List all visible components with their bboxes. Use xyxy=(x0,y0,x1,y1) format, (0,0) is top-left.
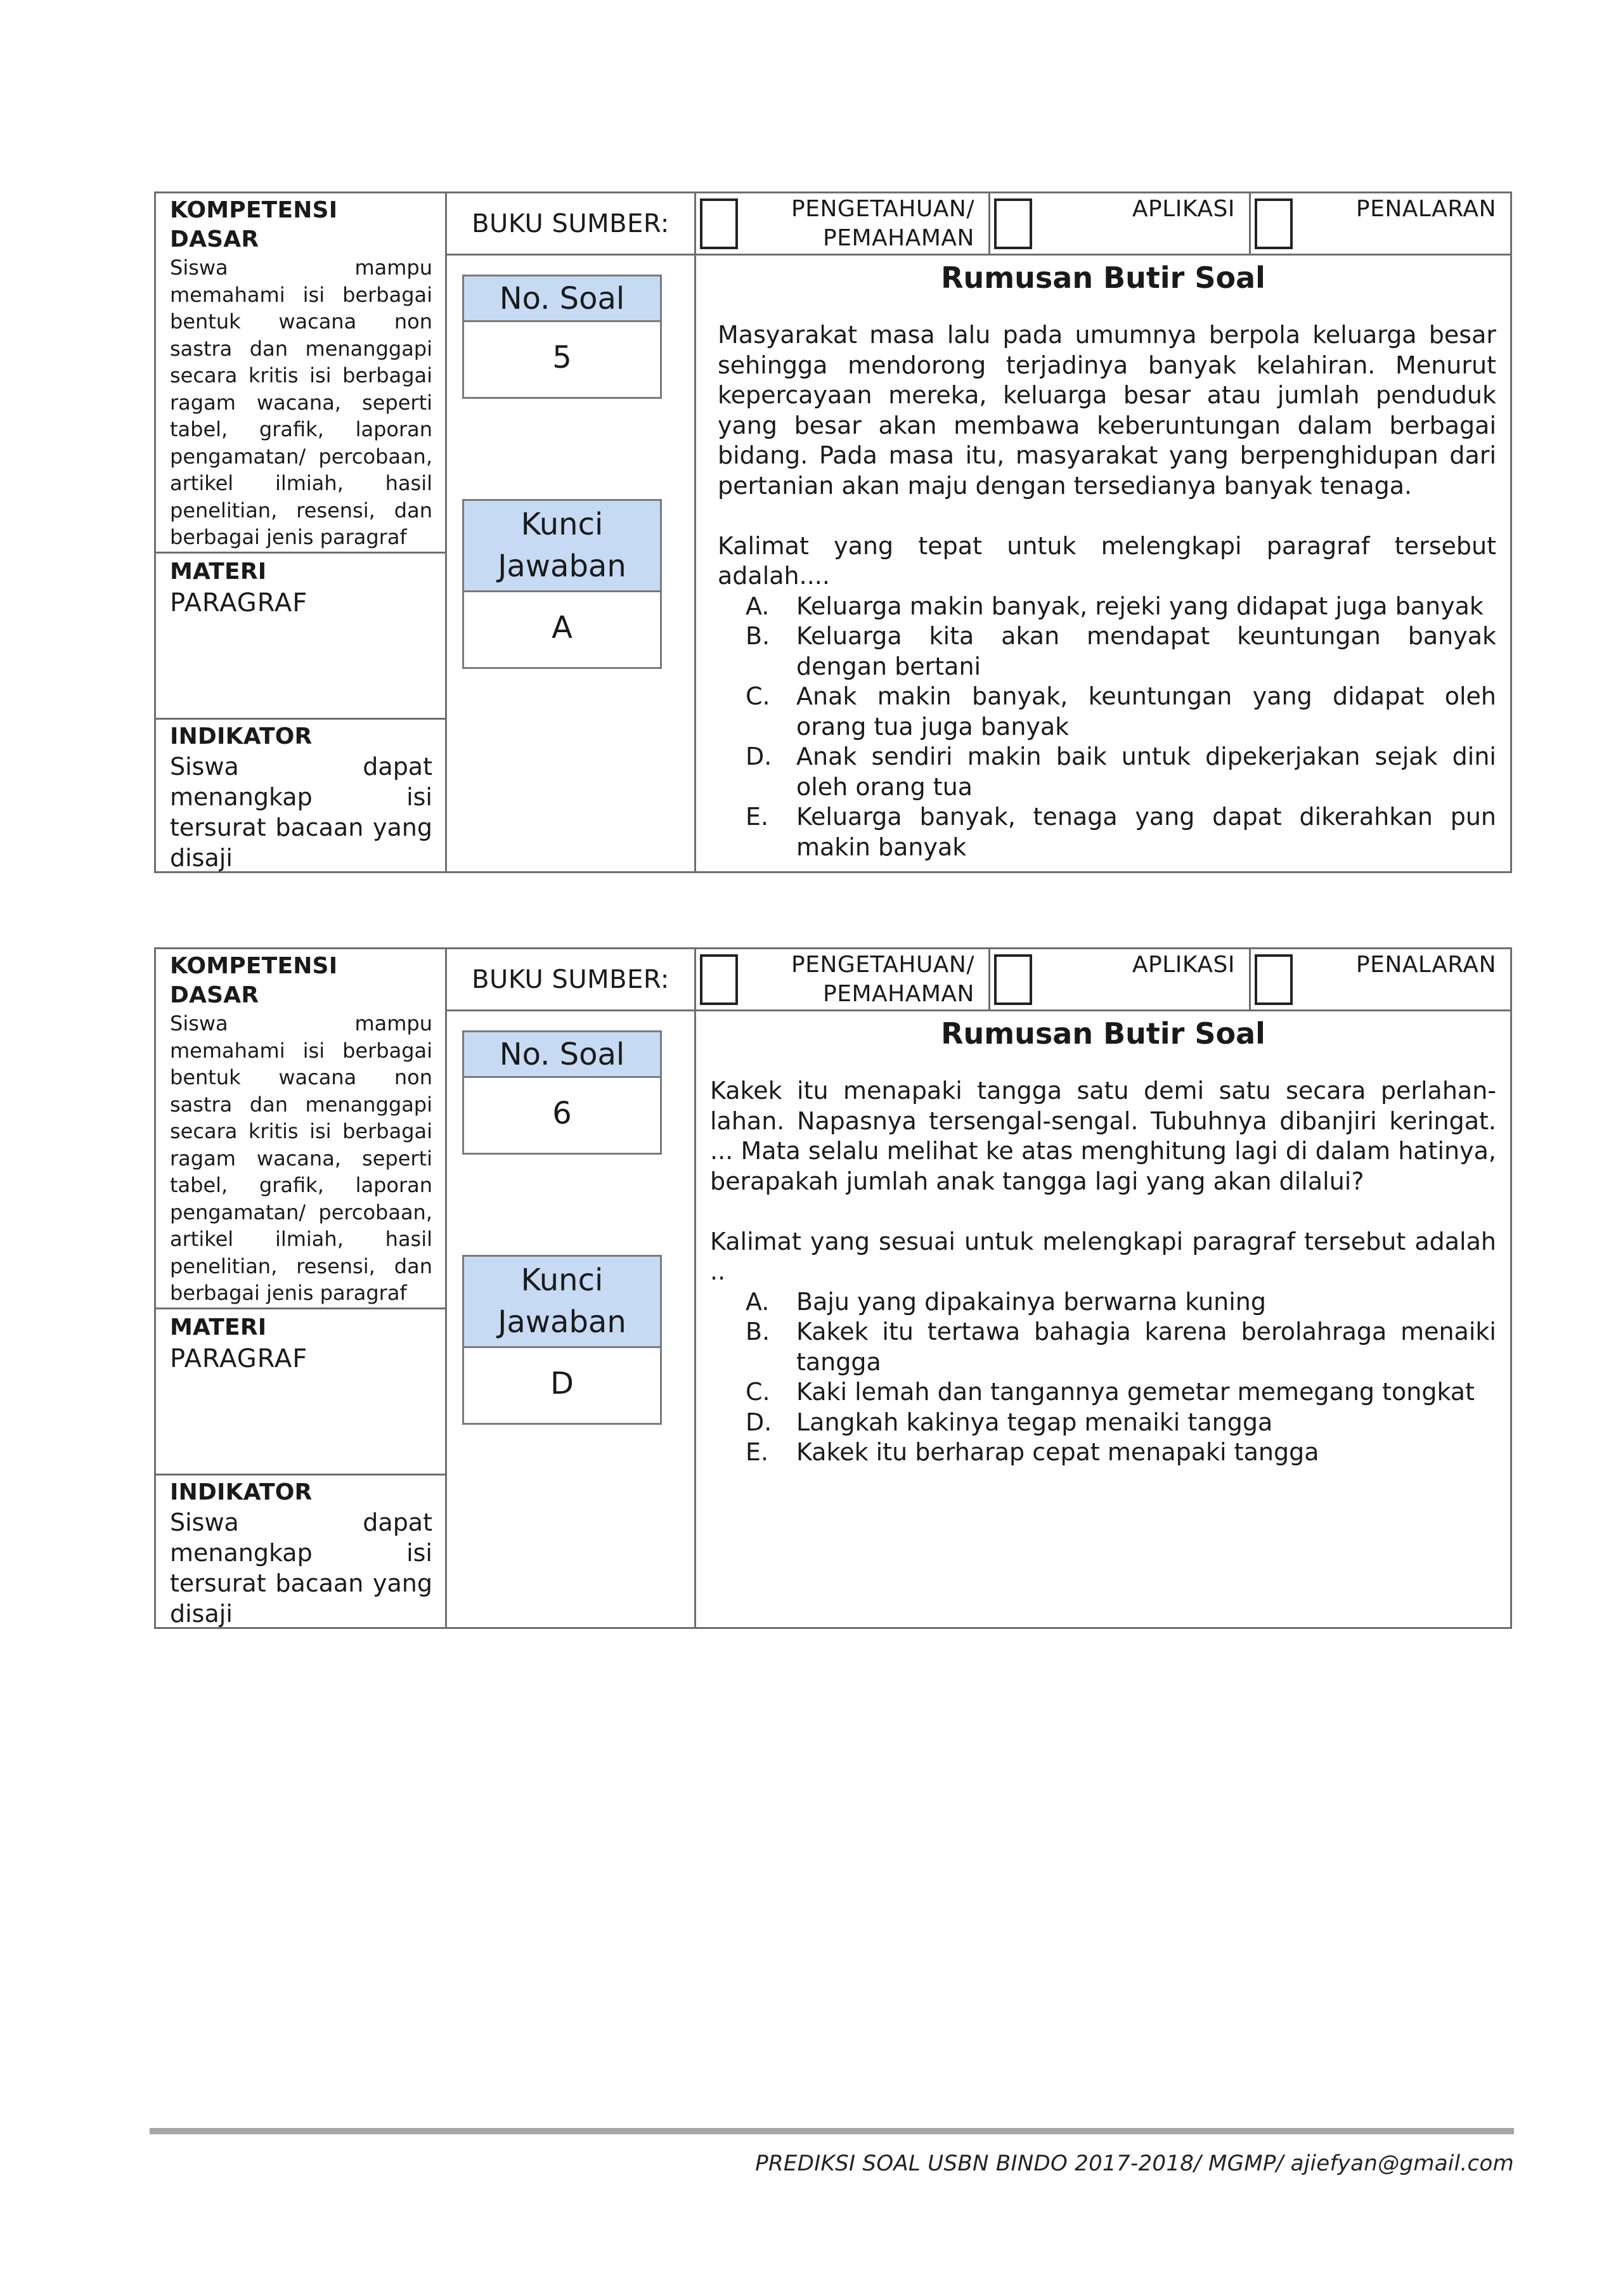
category-row xyxy=(696,193,1510,256)
option-letter: D. xyxy=(746,743,772,770)
option-letter: C. xyxy=(746,682,770,710)
question-content xyxy=(718,320,1496,862)
option-text: Kaki lemah dan tangannya gemetar memegang tongkat xyxy=(796,1378,1475,1406)
indikator-section xyxy=(156,720,445,871)
question-text: Kalimat yang sesuai untuk melengkapi paragraf tersebut adalah .. xyxy=(710,1227,1496,1285)
checkbox-pengetahuan[interactable] xyxy=(700,198,738,249)
card-left-column xyxy=(156,949,447,1627)
footer-rule xyxy=(150,2128,1514,2134)
footer-text: PREDIKSI SOAL USBN BINDO 2017-2018/ MGMP/ ajiefyan@gmail.com xyxy=(755,2151,1514,2176)
category-pengetahuan xyxy=(696,193,990,254)
kunci-jawaban-box xyxy=(462,499,662,669)
kompetensi-dasar-title: KOMPETENSI DASAR xyxy=(170,197,338,252)
category-label: PENGETAHUAN/ PEMAHAMAN xyxy=(791,952,974,1007)
category-label: APLIKASI xyxy=(1132,952,1235,978)
option-letter: E. xyxy=(746,1438,769,1466)
option-text: Anak sendiri makin baik untuk dipekerjakan sejak dini oleh orang tua xyxy=(796,743,1496,801)
category-label: APLIKASI xyxy=(1132,196,1235,222)
checkbox-aplikasi[interactable] xyxy=(994,198,1032,249)
option-text: Keluarga makin banyak, rejeki yang didapat juga banyak xyxy=(796,592,1484,620)
card-right-column xyxy=(696,949,1510,1627)
option-b xyxy=(718,621,1496,682)
kunci-jawaban-value: A xyxy=(552,610,572,645)
option-d xyxy=(718,742,1496,802)
rumusan-title: Rumusan Butir Soal xyxy=(941,1016,1265,1051)
option-letter: A. xyxy=(746,1287,770,1316)
category-row xyxy=(696,949,1510,1011)
kompetensi-dasar-section xyxy=(156,949,445,1309)
checkbox-penalaran[interactable] xyxy=(1255,198,1293,249)
indikator-text: Siswa dapat menangkap isi tersurat bacaan yang disaji xyxy=(170,753,432,872)
indikator-text: Siswa dapat menangkap isi tersurat bacaan yang disaji xyxy=(170,1508,432,1628)
no-soal-label: No. Soal xyxy=(464,1032,660,1078)
checkbox-penalaran[interactable] xyxy=(1255,954,1293,1005)
materi-text: PARAGRAF xyxy=(170,1344,308,1373)
option-letter: E. xyxy=(746,803,769,831)
kunci-jawaban-box xyxy=(462,1255,662,1425)
kompetensi-dasar-text: Siswa mampu memahami isi berbagai bentuk wacana non sastra dan menanggapi secara kritis isi berbagai ragam wacana, seperti tabel, grafik, laporan pengamatan/ percobaan, artikel ilmiah, hasil penelitian, resensi, dan berbagai jenis paragraf xyxy=(170,1011,432,1305)
kunci-jawaban-label: Kunci Jawaban xyxy=(464,1257,660,1348)
option-letter: A. xyxy=(746,592,770,620)
materi-title: MATERI xyxy=(170,559,267,585)
option-a xyxy=(718,592,1496,622)
stimulus-paragraph: Masyarakat masa lalu pada umumnya berpola keluarga besar sehingga mendorong terjadinya banyak kelahiran. Menurut kepercayaan mereka, keluarga besar atau jumlah penduduk yang besar akan membawa keberuntungan dalam berbagai bidang. Pada masa itu, masyarakat yang berpenghidupan dari pertanian akan maju dengan tersedianya banyak tenaga. xyxy=(718,321,1496,500)
materi-text: PARAGRAF xyxy=(170,588,308,618)
materi-section xyxy=(156,1309,445,1476)
option-text: Kakek itu berharap cepat menapaki tangga xyxy=(796,1438,1319,1466)
card-left-column xyxy=(156,193,447,871)
category-pengetahuan xyxy=(696,949,990,1009)
kunci-jawaban-label: Kunci Jawaban xyxy=(464,501,660,592)
question-text: Kalimat yang tepat untuk melengkapi paragraf tersebut adalah.... xyxy=(718,531,1496,590)
option-text: Baju yang dipakainya berwarna kuning xyxy=(796,1287,1266,1316)
option-e xyxy=(718,802,1496,862)
option-letter: D. xyxy=(746,1408,772,1436)
materi-title: MATERI xyxy=(170,1314,267,1340)
indikator-title: INDIKATOR xyxy=(170,1479,313,1505)
category-aplikasi xyxy=(990,949,1251,1009)
checkbox-aplikasi[interactable] xyxy=(994,954,1032,1005)
indikator-section xyxy=(156,1476,445,1627)
option-text: Kakek itu tertawa bahagia karena berolahraga menaiki tangga xyxy=(796,1318,1496,1376)
option-d xyxy=(710,1408,1496,1438)
option-text: Keluarga banyak, tenaga yang dapat dikerahkan pun makin banyak xyxy=(796,803,1496,861)
category-label: PENGETAHUAN/ PEMAHAMAN xyxy=(791,196,974,251)
category-label: PENALARAN xyxy=(1355,952,1496,978)
category-penalaran xyxy=(1251,193,1510,254)
options-list xyxy=(718,592,1496,863)
question-card-6 xyxy=(154,947,1512,1629)
options-list xyxy=(710,1287,1496,1468)
option-b xyxy=(710,1317,1496,1377)
option-c xyxy=(718,682,1496,742)
option-a xyxy=(710,1287,1496,1318)
question-card-5 xyxy=(154,191,1512,873)
buku-sumber-label: BUKU SUMBER: xyxy=(447,193,694,256)
checkbox-pengetahuan[interactable] xyxy=(700,954,738,1005)
kompetensi-dasar-section xyxy=(156,193,445,554)
category-penalaran xyxy=(1251,949,1510,1009)
option-text: Langkah kakinya tegap menaiki tangga xyxy=(796,1408,1273,1436)
option-letter: B. xyxy=(746,1318,770,1346)
kompetensi-dasar-title: KOMPETENSI DASAR xyxy=(170,953,338,1008)
card-right-column xyxy=(696,193,1510,871)
option-c xyxy=(710,1377,1496,1408)
option-letter: C. xyxy=(746,1378,770,1406)
rumusan-title: Rumusan Butir Soal xyxy=(941,261,1265,295)
no-soal-value: 6 xyxy=(552,1096,572,1131)
no-soal-box xyxy=(462,275,662,399)
no-soal-label: No. Soal xyxy=(464,276,660,322)
kompetensi-dasar-text: Siswa mampu memahami isi berbagai bentuk wacana non sastra dan menanggapi secara kritis isi berbagai ragam wacana, seperti tabel, grafik, laporan pengamatan/ percobaan, artikel ilmiah, hasil penelitian, resensi, dan berbagai jenis paragraf xyxy=(170,256,432,549)
no-soal-value: 5 xyxy=(552,340,572,375)
no-soal-box xyxy=(462,1030,662,1155)
option-e xyxy=(710,1437,1496,1468)
option-text: Anak makin banyak, keuntungan yang didapat oleh orang tua juga banyak xyxy=(796,682,1496,741)
card-middle-column xyxy=(447,949,696,1627)
category-aplikasi xyxy=(990,193,1251,254)
buku-sumber-label: BUKU SUMBER: xyxy=(447,949,694,1011)
category-label: PENALARAN xyxy=(1355,196,1496,222)
card-middle-column xyxy=(447,193,696,871)
option-text: Keluarga kita akan mendapat keuntungan banyak dengan bertani xyxy=(796,622,1496,680)
materi-section xyxy=(156,554,445,720)
indikator-title: INDIKATOR xyxy=(170,723,313,749)
question-content xyxy=(710,1076,1496,1468)
stimulus-paragraph: Kakek itu menapaki tangga satu demi satu secara perlahan-lahan. Napasnya tersengal-sengal. Tubuhnya dibanjiri keringat. ... Mata selalu melihat ke atas menghitung lagi di dalam hatinya, berapakah jumlah anak tangga lagi yang akan dilalui? xyxy=(710,1077,1496,1195)
kunci-jawaban-value: D xyxy=(550,1366,574,1401)
option-letter: B. xyxy=(746,622,770,650)
